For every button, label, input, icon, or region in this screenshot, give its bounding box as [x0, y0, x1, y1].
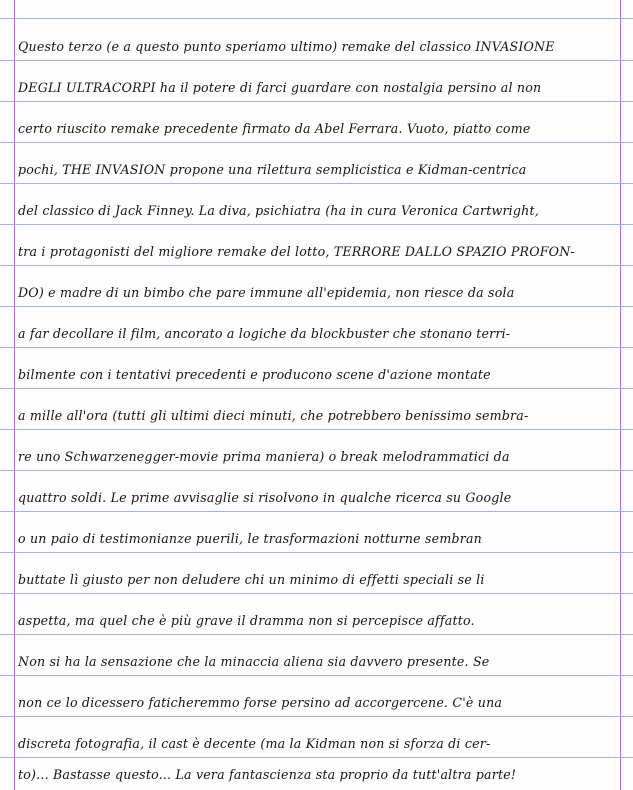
handwritten-line: a far decollare il film, ancorato a logiche da blockbuster che stonano terri- [18, 326, 511, 341]
handwritten-line: Questo terzo (e a questo punto speriamo ultimo) remake del classico INVASIONE [18, 39, 555, 54]
ruled-line [0, 593, 633, 594]
handwritten-line: aspetta, ma quel che è più grave il dramma non si percepisce affatto. [18, 613, 475, 628]
handwritten-line: non ce lo dicessero faticheremmo forse persino ad accorgercene. C'è una [18, 695, 503, 710]
ruled-line [0, 511, 633, 512]
ruled-line [0, 265, 633, 266]
handwritten-line: bilmente con i tentativi precedenti e producono scene d'azione montate [18, 367, 491, 382]
handwritten-line: del classico di Jack Finney. La diva, psichiatra (ha in cura Veronica Cartwright, [18, 203, 539, 218]
handwritten-line: DO) e madre di un bimbo che pare immune all'epidemia, non riesce da sola [18, 285, 515, 300]
ruled-line [0, 60, 633, 61]
ruled-line [0, 101, 633, 102]
handwritten-line: Non si ha la sensazione che la minaccia aliena sia davvero presente. Se [18, 654, 490, 669]
ruled-line [0, 347, 633, 348]
ruled-line [0, 757, 633, 758]
handwritten-line: re uno Schwarzenegger-movie prima maniera) o break melodrammatici da [18, 449, 510, 464]
ruled-line [0, 306, 633, 307]
handwritten-line: DEGLI ULTRACORPI ha il potere di farci guardare con nostalgia persino al non [18, 80, 542, 95]
handwritten-line: tra i protagonisti del migliore remake del lotto, TERRORE DALLO SPAZIO PROFON- [18, 244, 575, 259]
ruled-line [0, 183, 633, 184]
handwritten-line: discreta fotografia, il cast è decente (ma la Kidman non si sforza di cer- [18, 736, 491, 751]
handwritten-line: quattro soldi. Le prime avvisaglie si risolvono in qualche ricerca su Google [18, 490, 512, 505]
ruled-line [0, 470, 633, 471]
handwritten-line: to)... Bastasse questo... La vera fantascienza sta proprio da tutt'altra parte! [18, 767, 517, 782]
handwritten-line: o un paio di testimonianze puerili, le trasformazioni notturne sembran [18, 531, 482, 546]
handwritten-line: certo riuscito remake precedente firmato da Abel Ferrara. Vuoto, piatto come [18, 121, 531, 136]
ruled-line [0, 224, 633, 225]
ruled-line [0, 552, 633, 553]
ruled-line [0, 634, 633, 635]
ruled-line [0, 716, 633, 717]
ruled-line [0, 142, 633, 143]
handwritten-line: a mille all'ora (tutti gli ultimi dieci minuti, che potrebbero benissimo sembra- [18, 408, 529, 423]
handwritten-line: pochi, THE INVASION propone una rilettura semplicistica e Kidman-centrica [18, 162, 527, 177]
handwritten-line: buttate lì giusto per non deludere chi un minimo di effetti speciali se li [18, 572, 485, 587]
ruled-line [0, 429, 633, 430]
ruled-line [0, 675, 633, 676]
ruled-line [0, 18, 633, 19]
ruled-line [0, 388, 633, 389]
